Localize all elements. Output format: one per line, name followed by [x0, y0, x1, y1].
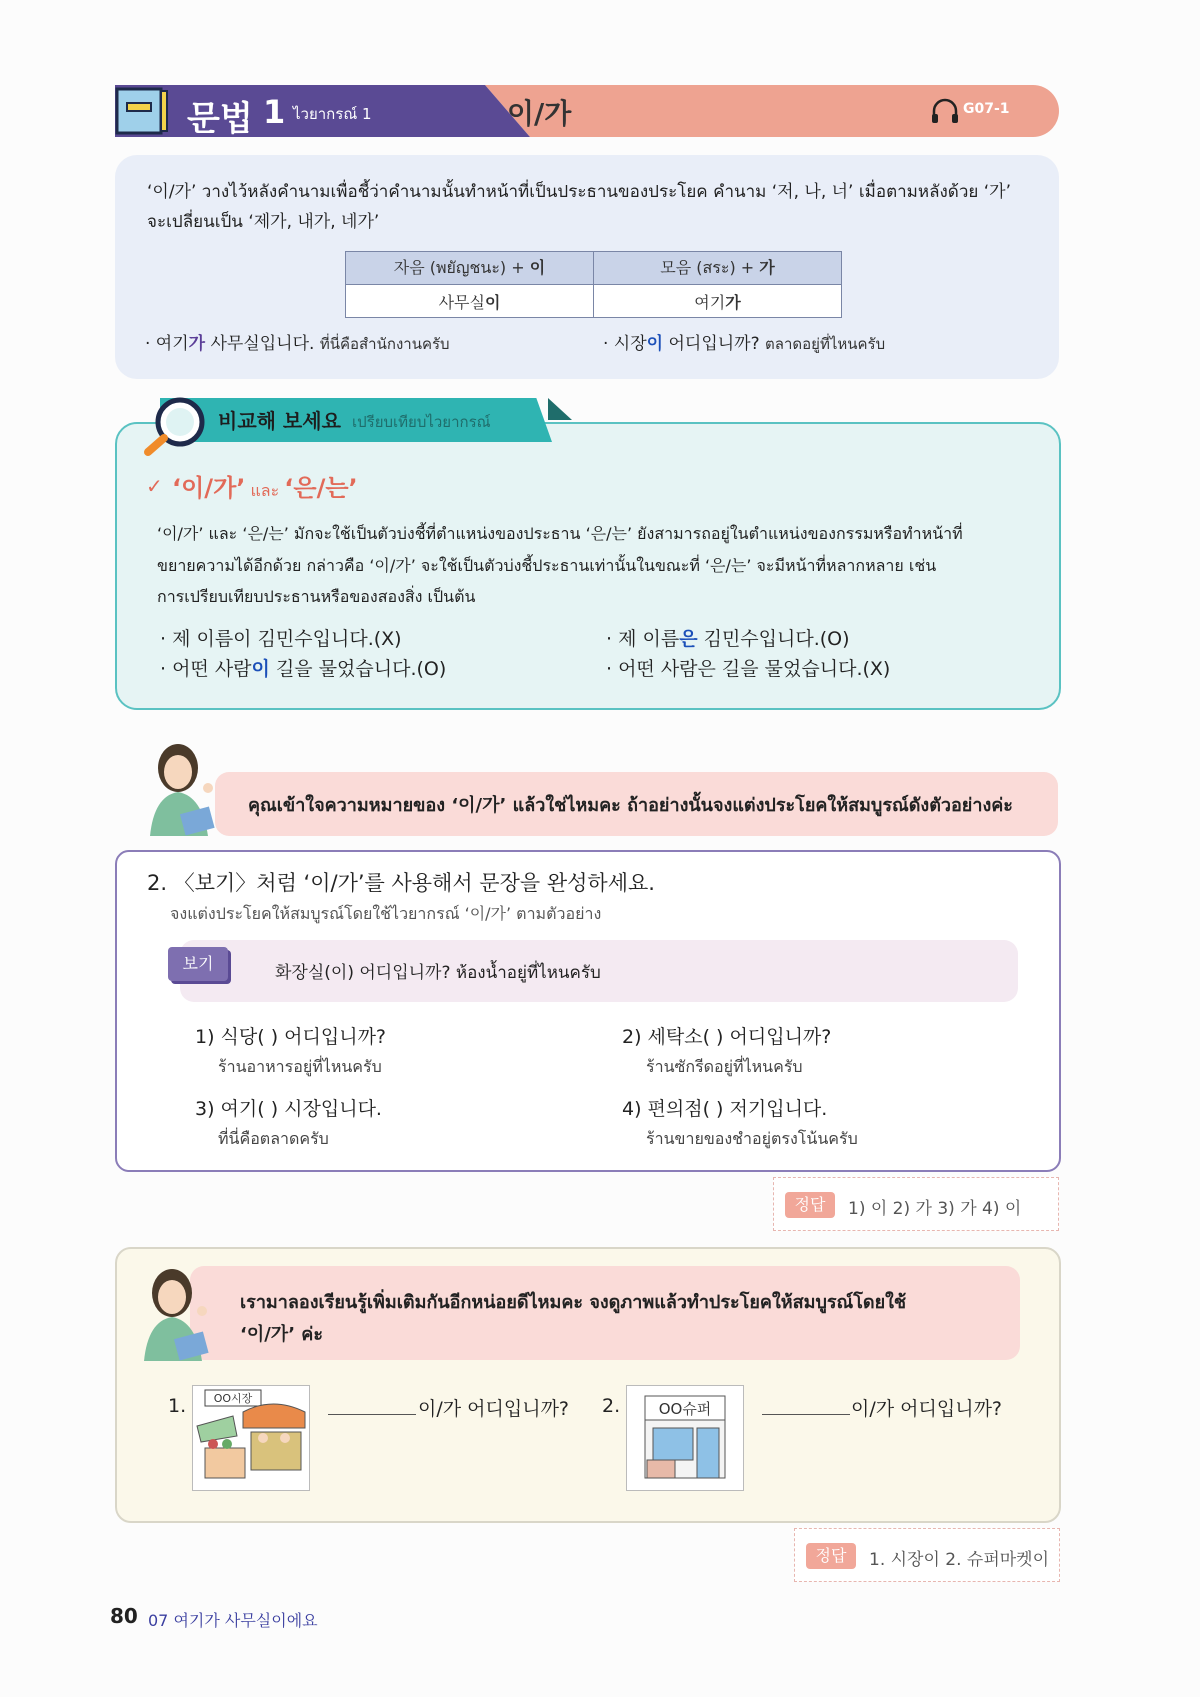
compare-example-4: · 어떤 사람은 길을 물었습니다.(X) [606, 658, 891, 680]
answer-blank-1[interactable] [328, 1413, 416, 1415]
table-cell-consonant: 사무실이 [346, 285, 594, 318]
explanation-line-2: จะเปลี่ยนเป็น ‘제가, 내가, 네가’ [147, 212, 380, 232]
example-text: 화장실(이) 어디입니까? ห้องน้ำอยู่ที่ไหนครับ [275, 963, 601, 983]
example-tag: 보기 [168, 947, 228, 981]
compare-title: 비교해 보세요 [218, 409, 341, 433]
compare-tab-fold [548, 398, 572, 420]
compare-text-2: ขยายความได้อีกด้วย กล่าวคือ ‘이/가’ จะใช้เป็นตัวบ่งชี้ประธานเท่านั้นในขณะที่ ‘은/는’ จะมีหน้าที่หลากหลาย เช่น [157, 556, 937, 575]
answer-tag-2: 정답 [806, 1543, 856, 1569]
speech-banner-2-line-1: เรามาลองเรียนรู้เพิ่มเติมกันอีกหน่อยดีไหมคะ จงดูภาพแล้วทำประโยคให้สมบูรณ์โดยใช้ [240, 1292, 907, 1313]
check-icon: ✓ [146, 474, 163, 498]
exercise-title: 2. 〈보기〉처럼 ‘이/가’를 사용해서 문장을 완성하세요. [147, 871, 655, 895]
header-thai: ไวยากรณ์ 1 [293, 105, 372, 123]
question-4-thai: ร้านขายของชำอยู่ตรงโน้นครับ [646, 1129, 858, 1148]
book-icon [115, 85, 171, 137]
question-1-thai: ร้านอาหารอยู่ที่ไหนครับ [218, 1057, 382, 1076]
practice-item-2-number: 2. [602, 1395, 621, 1417]
question-3[interactable]: 3) 여기( ) 시장입니다. [195, 1098, 382, 1120]
compare-example-3: · 어떤 사람이 길을 물었습니다.(O) [160, 658, 447, 680]
teacher-illustration-2 [136, 1265, 218, 1361]
question-3-thai: ที่นี่คือตลาดครับ [218, 1129, 329, 1148]
table-header-consonant: 자음 (พยัญชนะ) + 이 [346, 252, 594, 285]
page-number: 80 [110, 1604, 138, 1628]
compare-title-thai: เปรียบเทียบไวยากรณ์ [352, 413, 491, 431]
headphones-icon[interactable] [930, 97, 960, 125]
table-header-vowel: 모음 (สระ) + 가 [594, 252, 842, 285]
magnifier-icon [140, 396, 210, 458]
answer-blank-2[interactable] [762, 1413, 850, 1415]
answer-tag-1: 정답 [785, 1192, 835, 1218]
supermarket-image [626, 1385, 744, 1491]
lesson-header [115, 85, 1059, 137]
exercise-box [115, 850, 1061, 1172]
practice-item-1-number: 1. [168, 1395, 187, 1417]
compare-example-2: · 제 이름은 김민수입니다.(O) [606, 628, 850, 650]
header-topic: 이/가 [507, 97, 572, 130]
supermarket-sign-text: OO슈퍼 [658, 1400, 712, 1418]
practice-item-1-text: 이/가 어디입니까? [418, 1398, 570, 1420]
header-number: 1 [263, 93, 286, 131]
exercise-subtitle: จงแต่งประโยคให้สมบูรณ์โดยใช้ไวยากรณ์ ‘이/가’ ตามตัวอย่าง [170, 904, 602, 923]
explanation-box [115, 155, 1059, 379]
header-title: 문법 [187, 99, 253, 139]
compare-text-1: ‘이/가’ และ ‘은/는’ มักจะใช้เป็นตัวบ่งชี้ที่ตำแหน่งของประธาน ‘은/는’ ยังสามารถอยู่ในตำแหน่งของกรรมหรือทำหน้าที่ [157, 524, 963, 543]
compare-subtitle: ‘이/가’ และ ‘은/는’ [172, 474, 358, 502]
chapter-title: 07 여기가 사무실이에요 [148, 1611, 318, 1630]
market-sign-text: OO시장 [213, 1392, 253, 1405]
answer-text-1: 1) 이 2) 가 3) 가 4) 이 [848, 1199, 1022, 1219]
example-sentence-1: · 여기가 사무실입니다. ที่นี่คือสำนักงานครับ [145, 334, 450, 354]
speech-banner-1-text: คุณเข้าใจความหมายของ ‘이/가’ แล้วใช่ไหมคะ ถ้าอย่างนั้นจงแต่งประโยคให้สมบูรณ์ดังตัวอย่างค่ะ [248, 795, 1013, 816]
teacher-illustration [142, 740, 224, 836]
audio-code[interactable]: G07-1 [963, 101, 1010, 117]
speech-banner-2-line-2: ‘이/가’ ค่ะ [240, 1324, 324, 1345]
practice-item-2-text: 이/가 어디입니까? [851, 1398, 1003, 1420]
explanation-line-1: ‘이/가’ วางไว้หลังคำนามเพื่อชี้ว่าคำนามนั้นทำหน้าที่เป็นประธานของประโยค คำนาม ‘저, 나, 너’ เมื่อตามหลังด้วย ‘가’ [147, 182, 1011, 202]
table-cell-vowel: 여기가 [594, 285, 842, 318]
compare-example-1: · 제 이름이 김민수입니다.(X) [160, 628, 402, 650]
question-1[interactable]: 1) 식당( ) 어디입니까? [195, 1026, 387, 1048]
question-2-thai: ร้านซักรีดอยู่ที่ไหนครับ [646, 1057, 803, 1076]
answer-text-2: 1. 시장이 2. 슈퍼마켓이 [869, 1550, 1050, 1570]
example-sentence-2: · 시장이 어디입니까? ตลาดอยู่ที่ไหนครับ [603, 334, 886, 354]
question-4[interactable]: 4) 편의점( ) 저기입니다. [622, 1098, 828, 1120]
question-2[interactable]: 2) 세탁소( ) 어디입니까? [622, 1026, 832, 1048]
formation-table [345, 251, 842, 318]
compare-text-3: การเปรียบเทียบประธานหรือของสองสิ่ง เป็นต้น [157, 587, 476, 606]
market-image [192, 1385, 310, 1491]
